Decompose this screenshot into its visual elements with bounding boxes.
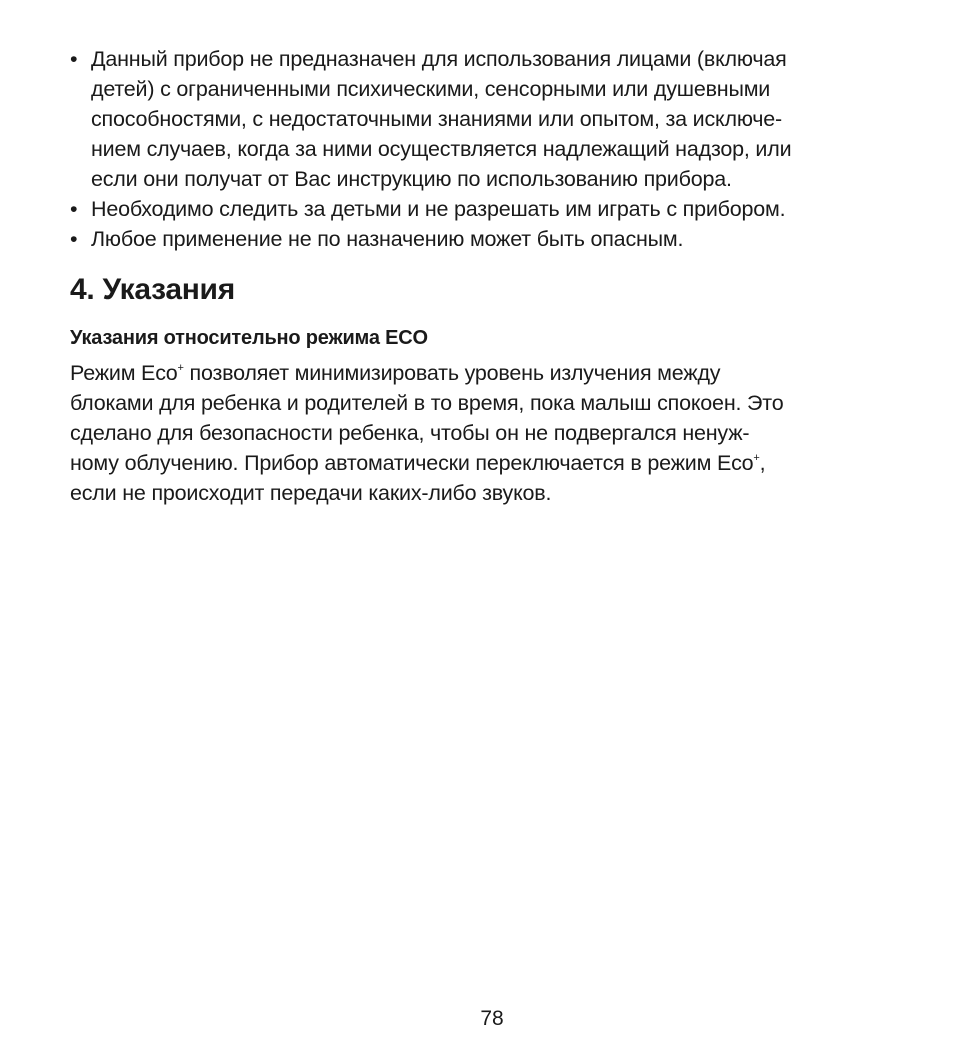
bullet-line: детей) с ограниченными психическими, сенсорными или душевными: [91, 77, 771, 101]
bullet-item-children: [70, 194, 890, 224]
bullet-line: если они получат от Вас инструкцию по использованию прибора.: [91, 167, 732, 191]
section-title: 4. Указания: [70, 273, 235, 306]
safety-bullet-list: [70, 44, 890, 254]
bullet-dot-icon: •: [70, 227, 78, 251]
paragraph-text: блоками для ребенка и родителей в то время, пока малыш спокоен. Это: [70, 391, 784, 415]
bullet-dot-icon: •: [70, 197, 78, 221]
paragraph-text: если не происходит передачи каких-либо звуков.: [70, 481, 552, 505]
paragraph-text: Режим Eco: [70, 361, 178, 385]
superscript-plus: +: [177, 362, 184, 374]
page-number: 78: [480, 1007, 504, 1030]
bullet-line: Данный прибор не предназначен для использования лицами (включая: [91, 47, 787, 71]
document-page: [70, 44, 890, 508]
superscript-plus: +: [753, 452, 760, 464]
bullet-line: способностями, с недостаточными знаниями или опытом, за исключе-: [91, 107, 782, 131]
bullet-item-supervision: [70, 44, 890, 194]
bullet-line: Любое применение не по назначению может быть опасным.: [91, 227, 684, 251]
subsection-title: Указания относительно режима ECO: [70, 327, 428, 349]
paragraph-text: сделано для безопасности ребенка, чтобы он не подвергался ненуж-: [70, 421, 750, 445]
bullet-line: нием случаев, когда за ними осуществляется надлежащий надзор, или: [91, 137, 792, 161]
paragraph-text: позволяет минимизировать уровень излучения между: [183, 361, 721, 385]
eco-mode-paragraph: [70, 358, 890, 508]
bullet-line: Необходимо следить за детьми и не разрешать им играть с прибором.: [91, 197, 786, 221]
bullet-dot-icon: •: [70, 47, 78, 71]
bullet-item-misuse: [70, 224, 890, 254]
paragraph-text: ному облучению. Прибор автоматически переключается в режим Eco: [70, 451, 754, 475]
paragraph-text: ,: [759, 451, 766, 475]
